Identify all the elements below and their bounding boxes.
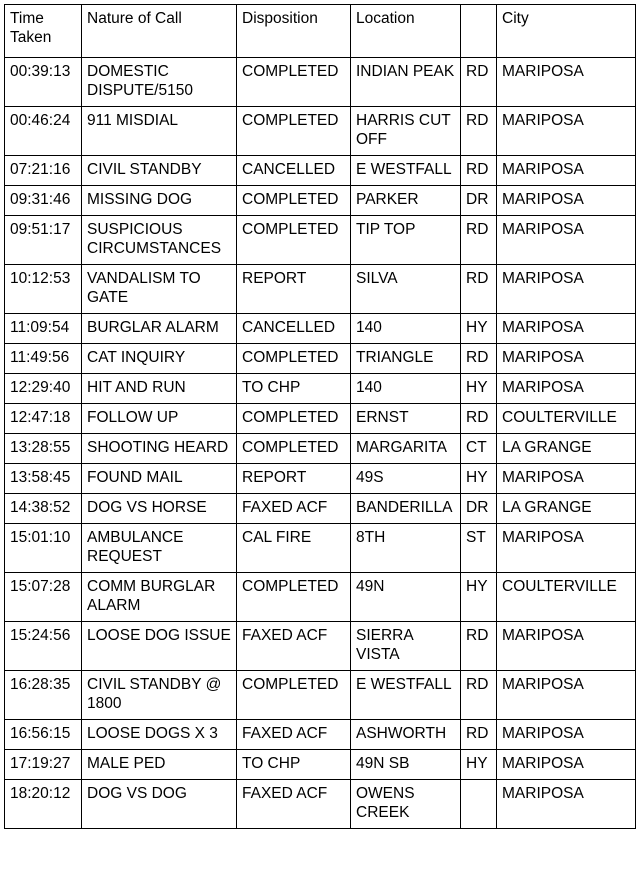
table-row <box>5 573 636 622</box>
cell-street-suffix: RD <box>461 622 497 671</box>
table-row <box>5 434 636 464</box>
cell-location: OWENS CREEK <box>351 780 461 829</box>
cell-city: MARIPOSA <box>497 186 636 216</box>
cell-city: MARIPOSA <box>497 374 636 404</box>
cell-city: COULTERVILLE <box>497 404 636 434</box>
cell-nature-of-call: FOLLOW UP <box>82 404 237 434</box>
header-time-taken: Time Taken <box>5 5 82 58</box>
cell-nature-of-call: LOOSE DOG ISSUE <box>82 622 237 671</box>
cell-disposition: REPORT <box>237 265 351 314</box>
cell-city: MARIPOSA <box>497 720 636 750</box>
cell-location: E WESTFALL <box>351 671 461 720</box>
header-nature-of-call: Nature of Call <box>82 5 237 58</box>
cell-city: COULTERVILLE <box>497 573 636 622</box>
cell-nature-of-call: DOMESTIC DISPUTE/5150 <box>82 58 237 107</box>
table-row <box>5 524 636 573</box>
cell-disposition: COMPLETED <box>237 573 351 622</box>
cell-disposition: COMPLETED <box>237 58 351 107</box>
cell-time-taken: 16:28:35 <box>5 671 82 720</box>
cell-time-taken: 11:49:56 <box>5 344 82 374</box>
cell-time-taken: 18:20:12 <box>5 780 82 829</box>
cell-disposition: FAXED ACF <box>237 494 351 524</box>
cell-street-suffix: RD <box>461 107 497 156</box>
cell-street-suffix: HY <box>461 750 497 780</box>
cell-time-taken: 09:31:46 <box>5 186 82 216</box>
cell-time-taken: 12:29:40 <box>5 374 82 404</box>
cell-city: MARIPOSA <box>497 156 636 186</box>
cell-location: E WESTFALL <box>351 156 461 186</box>
table-row <box>5 107 636 156</box>
cell-street-suffix <box>461 780 497 829</box>
call-log-table <box>4 4 636 829</box>
cell-nature-of-call: CAT INQUIRY <box>82 344 237 374</box>
cell-location: TIP TOP <box>351 216 461 265</box>
table-row <box>5 156 636 186</box>
cell-nature-of-call: SUSPICIOUS CIRCUMSTANCES <box>82 216 237 265</box>
cell-street-suffix: RD <box>461 720 497 750</box>
cell-location: MARGARITA <box>351 434 461 464</box>
cell-location: ASHWORTH <box>351 720 461 750</box>
table-row <box>5 464 636 494</box>
cell-nature-of-call: 911 MISDIAL <box>82 107 237 156</box>
cell-disposition: FAXED ACF <box>237 780 351 829</box>
cell-nature-of-call: FOUND MAIL <box>82 464 237 494</box>
table-row <box>5 622 636 671</box>
cell-location: SIERRA VISTA <box>351 622 461 671</box>
cell-nature-of-call: BURGLAR ALARM <box>82 314 237 344</box>
cell-time-taken: 13:58:45 <box>5 464 82 494</box>
cell-time-taken: 12:47:18 <box>5 404 82 434</box>
cell-disposition: COMPLETED <box>237 671 351 720</box>
table-row <box>5 671 636 720</box>
cell-location: 49N <box>351 573 461 622</box>
cell-time-taken: 13:28:55 <box>5 434 82 464</box>
cell-nature-of-call: CIVIL STANDBY <box>82 156 237 186</box>
cell-location: 8TH <box>351 524 461 573</box>
cell-city: MARIPOSA <box>497 622 636 671</box>
cell-disposition: CAL FIRE <box>237 524 351 573</box>
cell-location: ERNST <box>351 404 461 434</box>
cell-disposition: FAXED ACF <box>237 622 351 671</box>
cell-disposition: TO CHP <box>237 750 351 780</box>
cell-city: MARIPOSA <box>497 314 636 344</box>
cell-street-suffix: HY <box>461 464 497 494</box>
cell-disposition: CANCELLED <box>237 156 351 186</box>
header-city: City <box>497 5 636 58</box>
cell-street-suffix: ST <box>461 524 497 573</box>
cell-city: LA GRANGE <box>497 434 636 464</box>
cell-location: 49S <box>351 464 461 494</box>
cell-time-taken: 11:09:54 <box>5 314 82 344</box>
cell-time-taken: 15:24:56 <box>5 622 82 671</box>
header-row <box>5 5 636 58</box>
cell-location: 49N SB <box>351 750 461 780</box>
cell-time-taken: 16:56:15 <box>5 720 82 750</box>
cell-time-taken: 00:39:13 <box>5 58 82 107</box>
cell-nature-of-call: HIT AND RUN <box>82 374 237 404</box>
cell-disposition: FAXED ACF <box>237 720 351 750</box>
cell-disposition: COMPLETED <box>237 434 351 464</box>
cell-disposition: TO CHP <box>237 374 351 404</box>
cell-location: BANDERILLA <box>351 494 461 524</box>
cell-time-taken: 10:12:53 <box>5 265 82 314</box>
cell-street-suffix: HY <box>461 573 497 622</box>
cell-disposition: REPORT <box>237 464 351 494</box>
cell-time-taken: 15:07:28 <box>5 573 82 622</box>
table-row <box>5 780 636 829</box>
cell-time-taken: 07:21:16 <box>5 156 82 186</box>
cell-city: MARIPOSA <box>497 216 636 265</box>
cell-street-suffix: RD <box>461 265 497 314</box>
table-row <box>5 344 636 374</box>
cell-location: INDIAN PEAK <box>351 58 461 107</box>
header-location: Location <box>351 5 461 58</box>
table-row <box>5 216 636 265</box>
table-row <box>5 265 636 314</box>
cell-location: TRIANGLE <box>351 344 461 374</box>
cell-nature-of-call: VANDALISM TO GATE <box>82 265 237 314</box>
cell-street-suffix: RD <box>461 58 497 107</box>
header-street-suffix <box>461 5 497 58</box>
call-log-body <box>5 58 636 829</box>
cell-time-taken: 17:19:27 <box>5 750 82 780</box>
cell-disposition: COMPLETED <box>237 216 351 265</box>
cell-location: HARRIS CUT OFF <box>351 107 461 156</box>
cell-nature-of-call: SHOOTING HEARD <box>82 434 237 464</box>
table-row <box>5 58 636 107</box>
cell-nature-of-call: LOOSE DOGS X 3 <box>82 720 237 750</box>
cell-street-suffix: CT <box>461 434 497 464</box>
cell-time-taken: 09:51:17 <box>5 216 82 265</box>
cell-street-suffix: RD <box>461 216 497 265</box>
table-row <box>5 720 636 750</box>
cell-location: 140 <box>351 314 461 344</box>
table-row <box>5 186 636 216</box>
cell-city: MARIPOSA <box>497 524 636 573</box>
cell-city: MARIPOSA <box>497 464 636 494</box>
table-row <box>5 750 636 780</box>
table-row <box>5 314 636 344</box>
cell-disposition: COMPLETED <box>237 107 351 156</box>
cell-location: PARKER <box>351 186 461 216</box>
cell-city: MARIPOSA <box>497 58 636 107</box>
cell-time-taken: 14:38:52 <box>5 494 82 524</box>
cell-street-suffix: RD <box>461 156 497 186</box>
cell-street-suffix: DR <box>461 186 497 216</box>
table-row <box>5 404 636 434</box>
cell-city: MARIPOSA <box>497 265 636 314</box>
cell-location: SILVA <box>351 265 461 314</box>
cell-nature-of-call: AMBULANCE REQUEST <box>82 524 237 573</box>
cell-nature-of-call: MALE PED <box>82 750 237 780</box>
cell-nature-of-call: COMM BURGLAR ALARM <box>82 573 237 622</box>
cell-city: LA GRANGE <box>497 494 636 524</box>
cell-disposition: COMPLETED <box>237 344 351 374</box>
cell-nature-of-call: DOG VS HORSE <box>82 494 237 524</box>
cell-city: MARIPOSA <box>497 671 636 720</box>
cell-street-suffix: RD <box>461 671 497 720</box>
table-row <box>5 494 636 524</box>
cell-street-suffix: DR <box>461 494 497 524</box>
cell-city: MARIPOSA <box>497 780 636 829</box>
cell-street-suffix: HY <box>461 314 497 344</box>
header-disposition: Disposition <box>237 5 351 58</box>
cell-disposition: CANCELLED <box>237 314 351 344</box>
cell-street-suffix: HY <box>461 374 497 404</box>
table-row <box>5 374 636 404</box>
cell-city: MARIPOSA <box>497 107 636 156</box>
cell-disposition: COMPLETED <box>237 186 351 216</box>
cell-location: 140 <box>351 374 461 404</box>
cell-nature-of-call: MISSING DOG <box>82 186 237 216</box>
cell-nature-of-call: CIVIL STANDBY @ 1800 <box>82 671 237 720</box>
cell-disposition: COMPLETED <box>237 404 351 434</box>
cell-city: MARIPOSA <box>497 750 636 780</box>
cell-street-suffix: RD <box>461 404 497 434</box>
cell-time-taken: 15:01:10 <box>5 524 82 573</box>
cell-city: MARIPOSA <box>497 344 636 374</box>
cell-street-suffix: RD <box>461 344 497 374</box>
cell-nature-of-call: DOG VS DOG <box>82 780 237 829</box>
cell-time-taken: 00:46:24 <box>5 107 82 156</box>
